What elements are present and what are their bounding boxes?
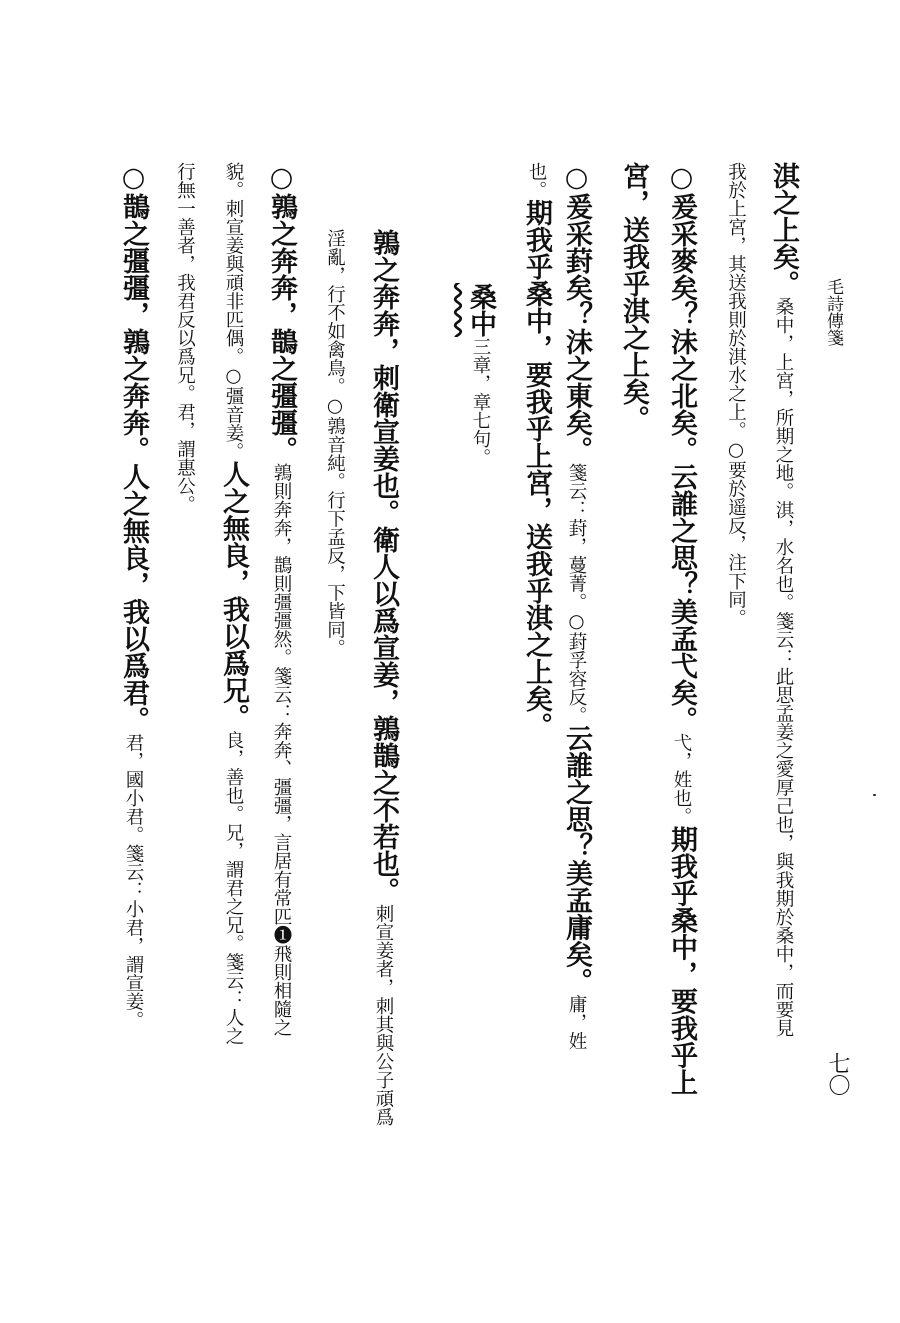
commentary-segment: 桑中，上宮，所期之地。淇，水名也。箋云：此思孟姜之愛厚己也，與我期於桑中，而要見 bbox=[773, 297, 794, 1037]
main-text-segment: 人之無良，我以爲兄。 bbox=[218, 460, 249, 731]
commentary-segment: 三章，章七句。 bbox=[470, 337, 491, 467]
commentary-segment: 也。 bbox=[526, 162, 547, 199]
main-text-segment: 宮，送我乎淇之上矣。 bbox=[618, 162, 649, 432]
commentary-segment: 鶉則奔奔，鵲則彊彊然。箋云：奔奔、彊彊，言居有常匹❶飛則相隨之 bbox=[271, 463, 292, 1037]
commentary-segment: 箋云：葑，蔓菁。○葑孚容反。 bbox=[566, 463, 587, 725]
main-text-segment: ○鶉之奔奔，鵲之彊彊。 bbox=[266, 162, 297, 463]
commentary-segment: 我於上宮，其送我則於淇水之上。○要於遥反，注下同。 bbox=[725, 162, 747, 627]
commentary-segment: 刺宣姜者，刺其與公子頑爲 bbox=[373, 904, 394, 1126]
text-column bbox=[523, 162, 550, 739]
commentary-segment: 行無一善者，我君反以爲兄。君，謂惠公。 bbox=[174, 162, 196, 514]
commentary-segment: 貌。刺宣姜與頑非匹偶。○彊音姜。 bbox=[223, 162, 244, 461]
text-column bbox=[120, 162, 147, 1029]
commentary-segment: 庸，姓 bbox=[566, 994, 587, 1050]
main-text-segment: 云誰之思？美孟庸矣。 bbox=[561, 724, 592, 995]
text-column bbox=[325, 229, 344, 657]
text-column bbox=[563, 162, 590, 1050]
text-column bbox=[268, 162, 295, 1037]
main-text-segment: ○爰采葑矣？沬之東矣。 bbox=[561, 162, 592, 463]
text-column bbox=[370, 229, 397, 1126]
commentary-segment: 良，善也。兄，謂君之兄。箋云：人之 bbox=[223, 730, 244, 1045]
main-text-segment: 鶉之奔奔，刺衛宣姜也。衛人以爲宣姜，鶉鵲之不若也。 bbox=[368, 229, 399, 904]
text-column bbox=[620, 162, 647, 432]
text-column bbox=[467, 283, 494, 467]
text-column bbox=[726, 162, 745, 627]
main-text-segment: 期我乎桑中，要我乎上 bbox=[666, 825, 697, 1096]
text-column bbox=[220, 162, 247, 1045]
main-text-segment: 淇之上矣。 bbox=[768, 162, 799, 297]
main-text-segment: 桑中 bbox=[465, 283, 496, 337]
ink-speck bbox=[873, 794, 876, 796]
commentary-segment: 君，國小君。箋云：小君，謂宣姜。 bbox=[123, 733, 144, 1029]
text-column bbox=[770, 162, 797, 1037]
main-text-segment: ○爰采麥矣？沬之北矣。云誰之思？美孟弋矣。 bbox=[666, 162, 697, 733]
commentary-segment: 弋，姓也。 bbox=[671, 733, 692, 826]
commentary-segment: 淫亂，行不如禽鳥。○鶉音純。行下孟反，下皆同。 bbox=[324, 229, 346, 657]
main-text-segment: ○鵲之彊彊，鶉之奔奔。人之無良，我以爲君。 bbox=[118, 162, 149, 733]
text-column bbox=[668, 162, 695, 1096]
text-column bbox=[175, 162, 194, 514]
main-text-segment: 期我乎桑中，要我乎上宮，送我乎淇之上矣。 bbox=[521, 199, 552, 739]
page-number: 七〇 bbox=[825, 1052, 850, 1096]
book-title: 毛詩傳箋 bbox=[823, 278, 843, 346]
